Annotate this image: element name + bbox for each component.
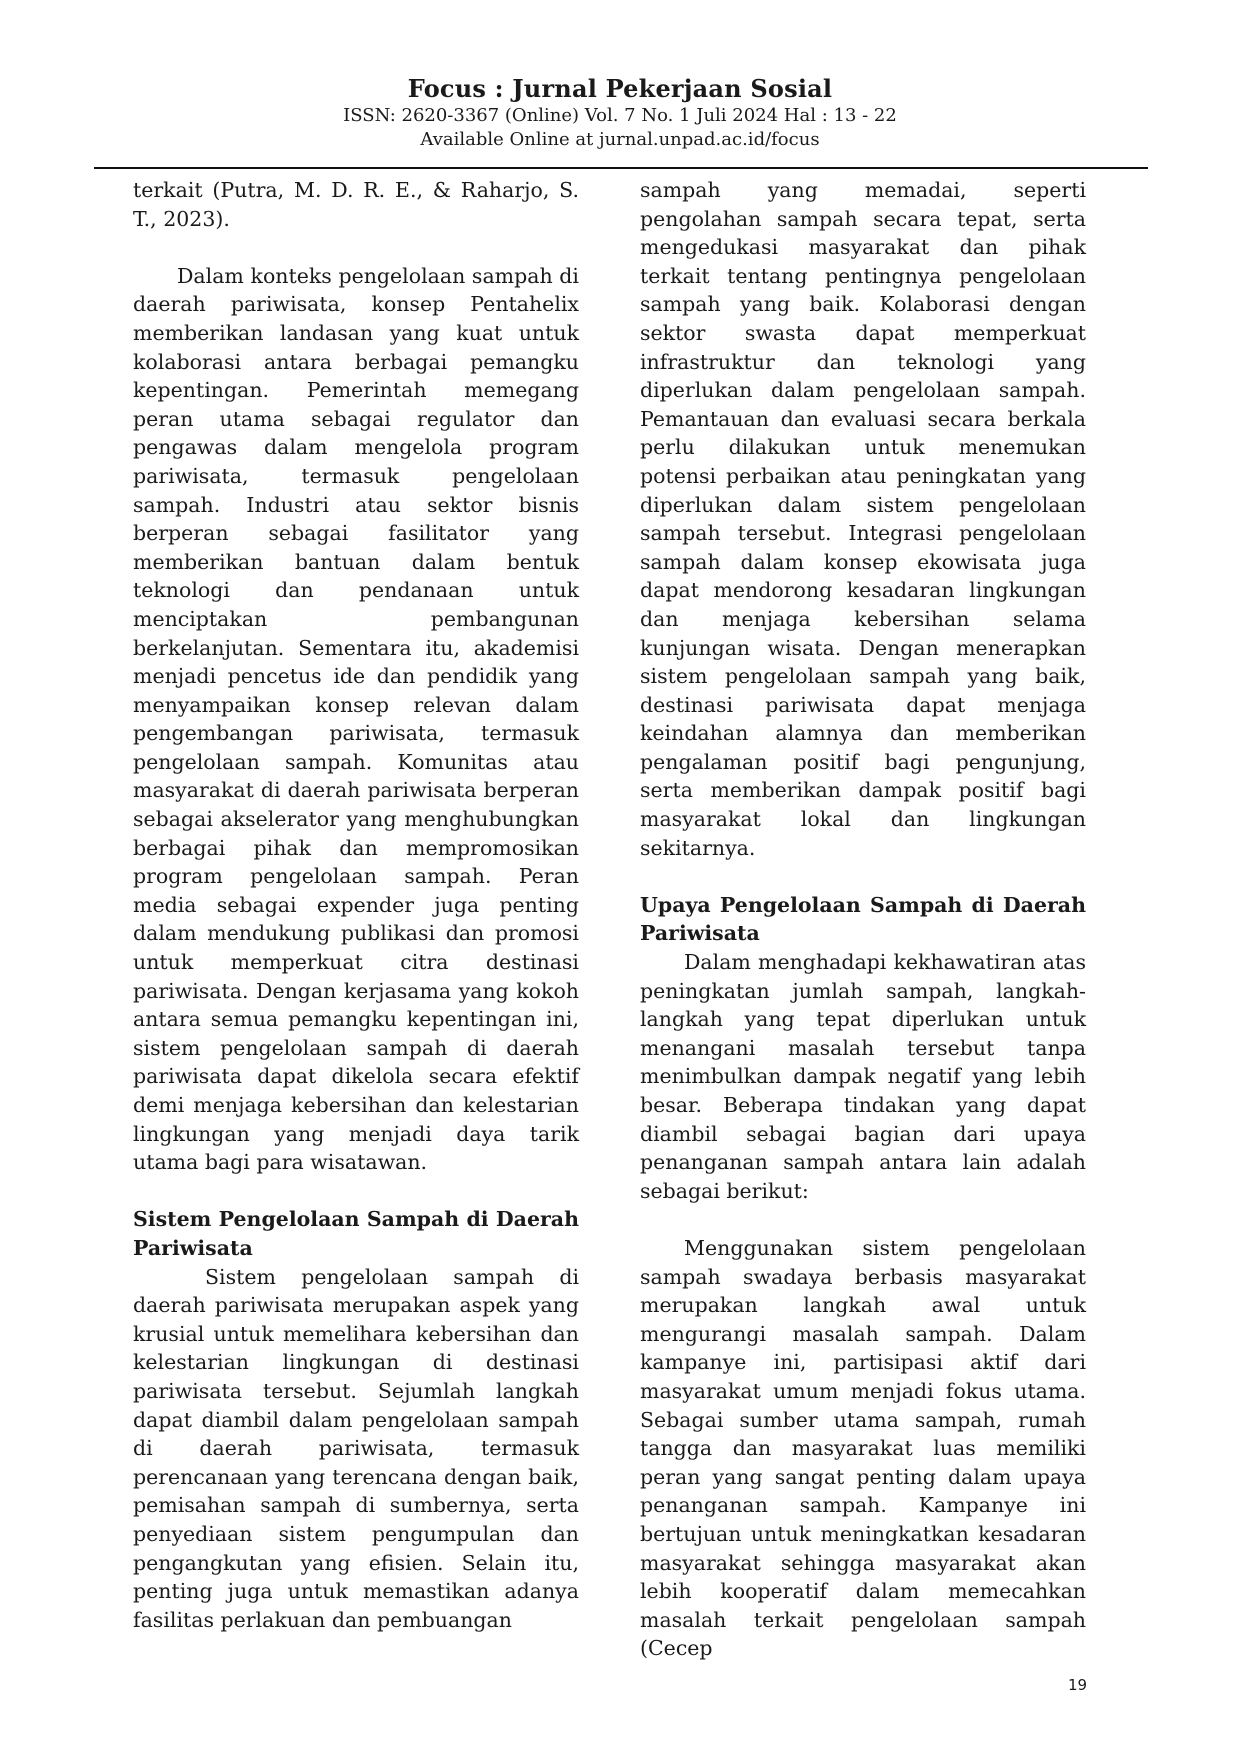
header-divider — [94, 167, 1148, 169]
right-column — [640, 176, 1086, 1663]
journal-header — [0, 74, 1240, 152]
paragraph-pentahelix: Dalam konteks pengelolaan sampah di daerah pariwisata, konsep Pentahelix memberikan landasan yang kuat untuk kolaborasi antara berbagai pemangku kepentingan. Pemerintah memegang peran utama sebagai regulator dan pengawas dalam mengelola program pariwisata, termasuk pengelolaan sampah. Industri atau sektor bisnis berperan sebagai fasilitator yang memberikan bantuan dalam bentuk teknologi dan pendanaan untuk menciptakan pembangunan berkelanjutan. Sementara itu, akademisi menjadi pencetus ide dan pendidik yang menyampaikan konsep relevan dalam pengembangan pariwisata, termasuk pengelolaan sampah. Komunitas atau masyarakat di daerah pariwisata berperan sebagai akselerator yang menghubungkan berbagai pihak dan mempromosikan program pengelolaan sampah. Peran media sebagai expender juga penting dalam mendukung publikasi dan promosi untuk memperkuat citra destinasi pariwisata. Dengan kerjasama yang kokoh antara semua pemangku kepentingan ini, sistem pengelolaan sampah di daerah pariwisata dapat dikelola secara efektif demi menjaga kebersihan dan kelestarian lingkungan yang menjadi daya tarik utama bagi para wisatawan. — [133, 263, 579, 1175]
paragraph-gap — [133, 233, 579, 262]
journal-issn-line: ISSN: 2620-3367 (Online) Vol. 7 No. 1 Juli 2024 Hal : 13 - 22 — [343, 105, 897, 126]
left-column — [133, 176, 579, 1634]
journal-title: Focus : Jurnal Pekerjaan Sosial — [407, 74, 833, 103]
journal-online-line: Available Online at jurnal.unpad.ac.id/focus — [420, 129, 820, 150]
paragraph-gap — [133, 1177, 579, 1206]
section-heading-sistem: Sistem Pengelolaan Sampah di Daerah Pariwisata — [133, 1207, 579, 1260]
page-number: 19 — [1068, 1676, 1088, 1694]
section-heading-upaya: Upaya Pengelolaan Sampah di Daerah Pariwisata — [640, 892, 1086, 946]
paragraph-continuation: terkait (Putra, M. D. R. E., & Raharjo, S. T., 2023). — [133, 178, 579, 231]
paragraph-upaya-intro: Dalam menghadapi kekhawatiran atas peningkatan jumlah sampah, langkah-langkah yang tepat diperlukan untuk menangani masalah tersebut tanpa menimbulkan dampak negatif yang lebih besar. Beberapa tindakan yang dapat diambil sebagai bagian dari upaya penanganan sampah antara lain adalah sebagai berikut: — [640, 950, 1086, 1203]
paragraph-sistem: Sistem pengelolaan sampah di daerah pariwisata merupakan aspek yang krusial untuk memelihara kebersihan dan kelestarian lingkungan di destinasi pariwisata tersebut. Sejumlah langkah dapat diambil dalam pengelolaan sampah di daerah pariwisata, termasuk perencanaan yang terencana dengan baik, pemisahan sampah di sumbernya, serta penyediaan sistem pengumpulan dan pengangkutan yang efisien. Selain itu, penting juga untuk memastikan adanya fasilitas perlakuan dan pembuangan — [133, 1264, 579, 1632]
paragraph-gap — [640, 862, 1086, 891]
paragraph-continuation-right: sampah yang memadai, seperti pengolahan sampah secara tepat, serta mengedukasi masyarakat dan pihak terkait tentang pentingnya pengelolaan sampah yang baik. Kolaborasi dengan sektor swasta dapat memperkuat infrastruktur dan teknologi yang diperlukan dalam pengelolaan sampah. Pemantauan dan evaluasi secara berkala perlu dilakukan untuk menemukan potensi perbaikan atau peningkatan yang diperlukan dalam sistem pengelolaan sampah tersebut. Integrasi pengelolaan sampah dalam konsep ekowisata juga dapat mendorong kesadaran lingkungan dan menjaga kebersihan selama kunjungan wisata. Dengan menerapkan sistem pengelolaan sampah yang baik, destinasi pariwisata dapat menjaga keindahan alamnya dan memberikan pengalaman positif bagi pengunjung, serta memberikan dampak positif bagi masyarakat lokal dan lingkungan sekitarnya. — [640, 178, 1086, 860]
paragraph-swadaya: Menggunakan sistem pengelolaan sampah swadaya berbasis masyarakat merupakan langkah awal untuk mengurangi masalah sampah. Dalam kampanye ini, partisipasi aktif dari masyarakat umum menjadi fokus utama. Sebagai sumber utama sampah, rumah tangga dan masyarakat luas memiliki peran yang sangat penting dalam upaya penanganan sampah. Kampanye ini bertujuan untuk meningkatkan kesadaran masyarakat sehingga masyarakat akan lebih kooperatif dalam memecahkan masalah terkait pengelolaan sampah (Cecep — [640, 1235, 1086, 1661]
paragraph-gap — [640, 1205, 1086, 1234]
